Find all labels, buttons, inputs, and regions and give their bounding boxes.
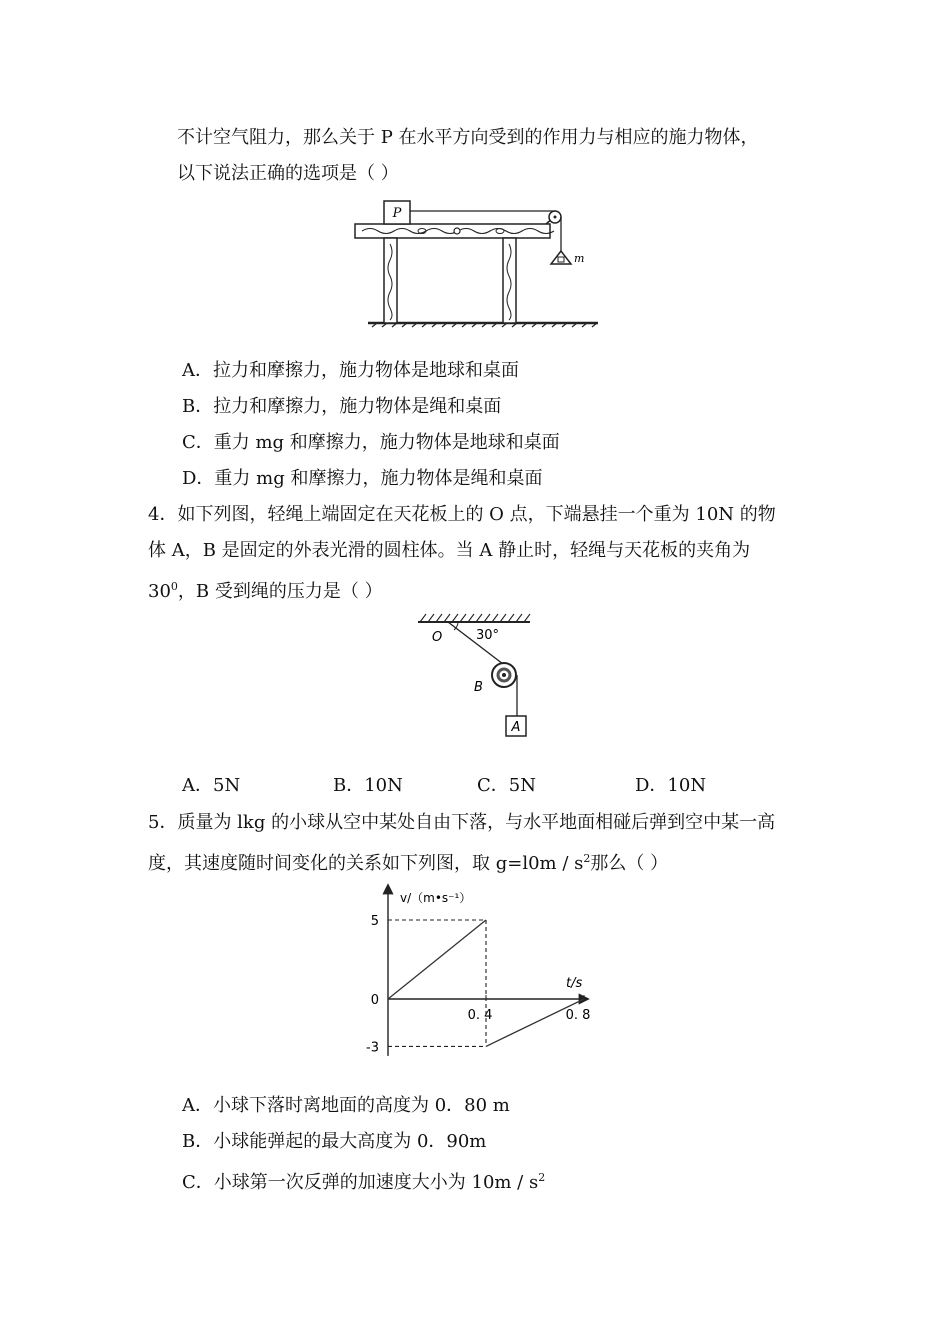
q3-option-b: B．拉力和摩擦力，施力物体是绳和桌面 <box>182 396 502 417</box>
cylinder-b-label: B <box>474 680 483 695</box>
q4-option-c: C．5N <box>477 775 536 796</box>
q3-option-c: C．重力 mg 和摩擦力，施力物体是地球和桌面 <box>182 432 560 453</box>
table-top <box>355 224 550 238</box>
angle-label: 30° <box>476 628 500 643</box>
chart-y-tick-label: -3 <box>366 1040 379 1056</box>
chart-series-line-fall <box>388 920 486 999</box>
q5-option-c-sup: 2 <box>538 1171 546 1184</box>
q4-text-line2: 体 A，B 是固定的外表光滑的圆柱体。当 A 静止时，轻绳与天花板的夹角为 <box>148 540 751 561</box>
chart-y-axis-label: v/（m•s⁻¹） <box>400 891 472 905</box>
q5-option-b: B．小球能弹起的最大高度为 0．90m <box>182 1131 487 1152</box>
block-a-label: A <box>511 720 521 735</box>
q4-text-line1: 4．如下列图，轻绳上端固定在天花板上的 O 点，下端悬挂一个重为 10N 的物 <box>148 504 776 525</box>
q5-unit-sup: 2 <box>583 852 591 865</box>
q4-question-tail: ，B 受到绳的压力是（ ） <box>177 581 383 602</box>
q4-option-d: D．10N <box>635 775 707 796</box>
chart-x-tick-label: 0. 4 <box>467 1008 493 1023</box>
q3-text-line1: 不计空气阻力，那么关于 P 在水平方向受到的作用力与相应的施力物体， <box>177 127 759 148</box>
chart-y-tick-label: 5 <box>370 914 379 929</box>
q5-option-c <box>182 1166 545 1195</box>
ceiling-hatching <box>420 614 530 622</box>
q5-option-a: A．小球下落时离地面的高度为 0．80 m <box>182 1095 510 1116</box>
point-o-label: O <box>432 630 443 645</box>
q5-option-c-text: C．小球第一次反弹的加速度大小为 10m / s <box>182 1172 539 1193</box>
q5-text-line1: 5．质量为 lkg 的小球从空中某处自由下落，与水平地面相碰后弹到空中某一高 <box>148 812 776 833</box>
q5-text-line2 <box>148 847 668 876</box>
q4-option-b: B．10N <box>333 775 403 796</box>
q3-option-a: A．拉力和摩擦力，施力物体是地球和桌面 <box>182 360 519 381</box>
q4-option-a: A．5N <box>182 775 241 796</box>
block-p-label: P <box>392 206 402 221</box>
q4-angle-sup: 0 <box>170 580 178 593</box>
q4-angle-value: 30 <box>148 581 171 602</box>
mass-label: m <box>574 252 585 265</box>
q3-table-figure <box>350 196 610 331</box>
chart-x-axis-label: t/s <box>566 976 583 991</box>
q3-option-d: D．重力 mg 和摩擦力，施力物体是绳和桌面 <box>182 468 543 489</box>
q3-text-line2: 以下说法正确的选项是（ ） <box>177 163 399 184</box>
q5-question-text: 度，其速度随时间变化的关系如下列图，取 g=l0m / s <box>148 853 584 874</box>
chart-y-tick-label: 0 <box>370 993 379 1008</box>
chart-x-tick-label: 0. 8 <box>565 1008 591 1023</box>
q4-text-line3 <box>148 575 383 604</box>
q4-pulley-figure <box>410 608 540 743</box>
velocity-time-chart <box>355 880 605 1060</box>
q5-question-tail: 那么（ ） <box>590 853 669 874</box>
